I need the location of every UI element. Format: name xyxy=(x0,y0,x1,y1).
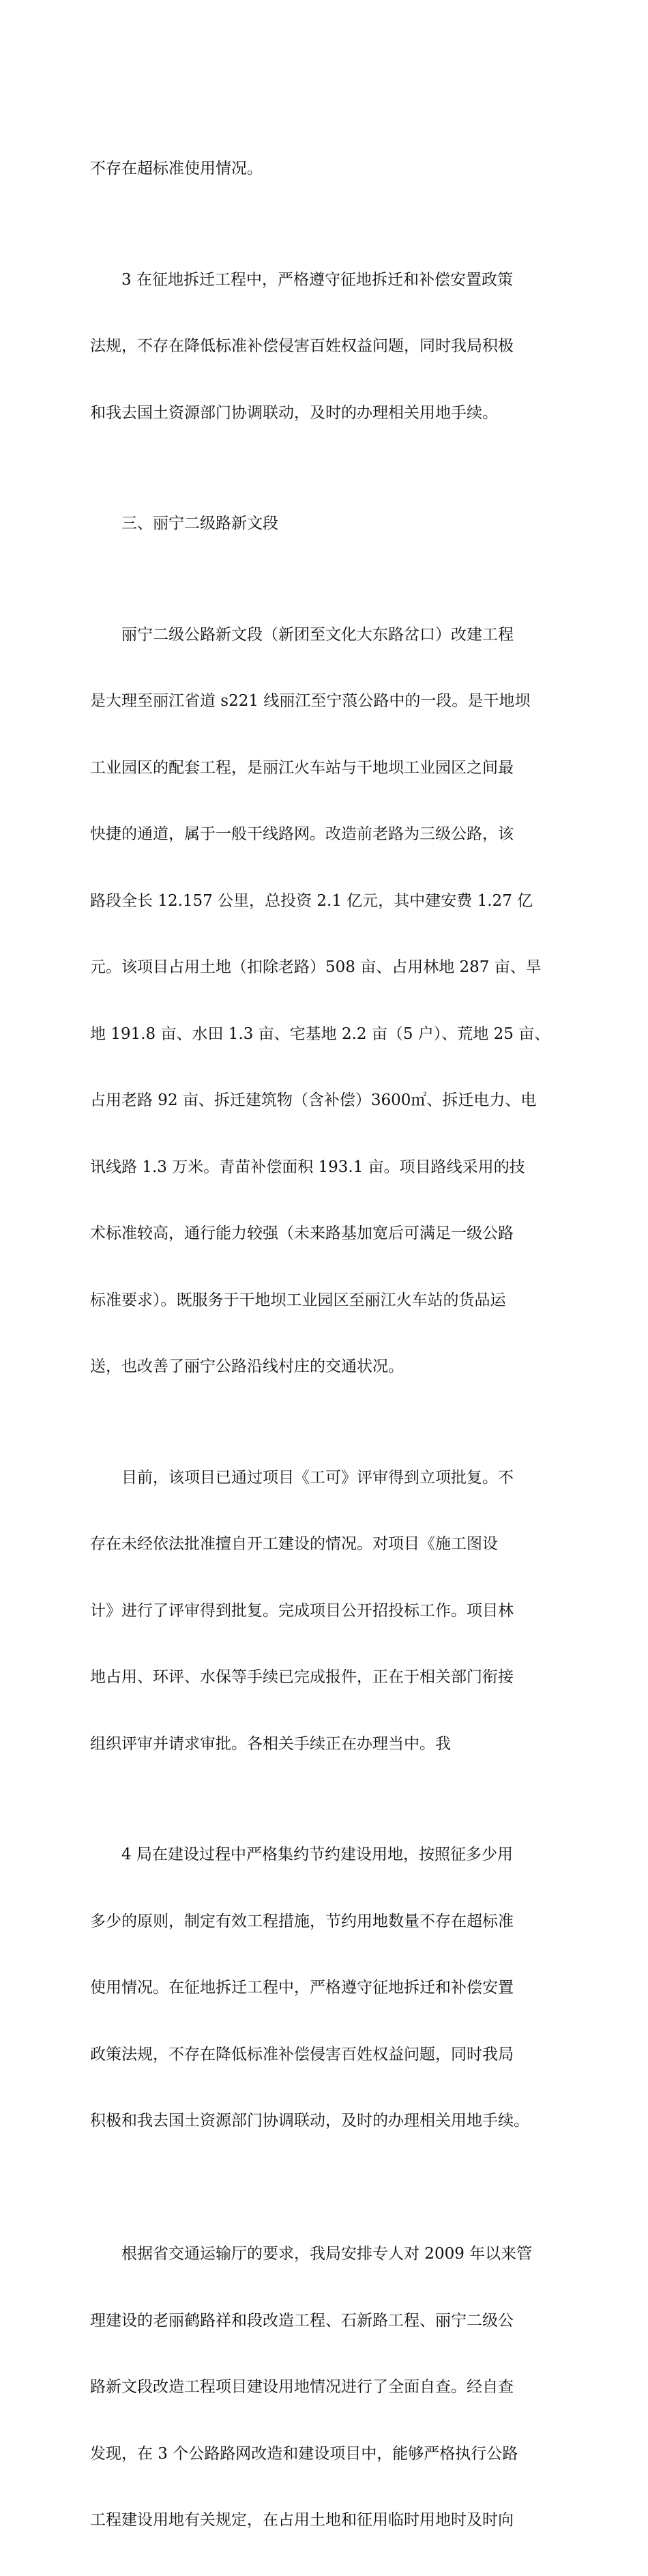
text-line: 丽宁二级公路新文段（新团至文化大东路岔口）改建工程 xyxy=(90,625,514,644)
section-title: 三、丽宁二级路新文段 xyxy=(90,515,278,532)
text-line: 术标准较高，通行能力较强（未来路基加宽后可满足一级公路 xyxy=(90,1225,514,1242)
text-line: 地占用、环评、水保等手续已完成报件，正在于相关部门衔接 xyxy=(90,1668,514,1686)
text-line: 占用老路 92 亩、拆迁建筑物（含补偿）3600㎡、拆迁电力、电 xyxy=(90,1091,537,1109)
text-line: 工业园区的配套工程，是丽江火车站与干地坝工业园区之间最 xyxy=(90,758,514,777)
text-line: 送，也改善了丽宁公路沿线村庄的交通状况。 xyxy=(90,1358,404,1375)
text-line: 积极和我去国土资源部门协调联动，及时的办理相关用地手续。 xyxy=(90,2112,529,2130)
text-line: 3 在征地拆迁工程中，严格遵守征地拆迁和补偿安置政策 xyxy=(90,270,513,289)
text-line: 政策法规，不存在降低标准补偿侵害百姓权益问题，同时我局 xyxy=(90,2045,514,2063)
text-line: 存在未经依法批准擅自开工建设的情况。对项目《施工图设 xyxy=(90,1535,498,1553)
section-heading xyxy=(90,468,574,579)
text-line: 多少的原则，制定有效工程措施，节约用地数量不存在超标准 xyxy=(90,1912,514,1930)
document-body xyxy=(90,113,574,2576)
text-line: 目前，该项目已通过项目《工可》评审得到立项批复。不 xyxy=(90,1468,514,1487)
text-line: 地 191.8 亩、水田 1.3 亩、宅基地 2.2 亩（5 户）、荒地 25 亩、 xyxy=(90,1025,550,1043)
paragraph-usage-status xyxy=(90,113,574,225)
text-line: 是大理至丽江省道 s221 线丽江至宁蒗公路中的一段。是干地坝 xyxy=(90,692,531,710)
text-line: 路段全长 12.157 公里，总投资 2.1 亿元，其中建安费 1.27 亿 xyxy=(90,891,533,910)
text-line: 理建设的老丽鹤路祥和段改造工程、石新路工程、丽宁二级公 xyxy=(90,2311,514,2330)
text-line: 根据省交通运输厅的要求，我局安排专人对 2009 年以来管 xyxy=(90,2245,533,2263)
text-line: 工程建设用地有关规定，在占用土地和征用临时用地时及时向 xyxy=(90,2511,514,2529)
text-line: 不存在超标准使用情况。 xyxy=(90,160,263,177)
text-line: 使用情况。在征地拆迁工程中，严格遵守征地拆迁和补偿安置 xyxy=(90,1979,514,1997)
text-line: 标准要求）。既服务于干地坝工业园区至丽江火车站的货品运 xyxy=(90,1291,506,1309)
paragraph-spacer xyxy=(90,2177,574,2199)
paragraph-relocation-compliance xyxy=(90,225,574,469)
paragraph-approval-status xyxy=(90,1422,574,1800)
text-line: 组织评审并请求审批。各相关手续正在办理当中。我 xyxy=(90,1734,451,1753)
paragraph-self-inspection xyxy=(90,2199,574,2576)
paragraph-land-conservation xyxy=(90,1799,574,2177)
text-line: 元。该项目占用土地（扣除老路）508 亩、占用林地 287 亩、旱 xyxy=(90,958,542,976)
text-line: 计》进行了评审得到批复。完成项目公开招投标工作。项目林 xyxy=(90,1601,514,1620)
text-line: 4 局在建设过程中严格集约节约建设用地，按照征多少用 xyxy=(90,1846,513,1863)
text-line: 快捷的通道，属于一般干线路网。改造前老路为三级公路，该 xyxy=(90,825,514,843)
text-line: 发现，在 3 个公路路网改造和建设项目中，能够严格执行公路 xyxy=(90,2444,518,2463)
text-line: 法规，不存在降低标准补偿侵害百姓权益问题，同时我局积极 xyxy=(90,337,514,355)
text-line: 路新文段改造工程项目建设用地情况进行了全面自查。经自查 xyxy=(90,2378,514,2396)
text-line: 讯线路 1.3 万米。青苗补偿面积 193.1 亩。项目路线采用的技 xyxy=(90,1158,525,1176)
text-line: 和我去国土资源部门协调联动，及时的办理相关用地手续。 xyxy=(90,403,498,422)
paragraph-project-overview xyxy=(90,579,574,1422)
